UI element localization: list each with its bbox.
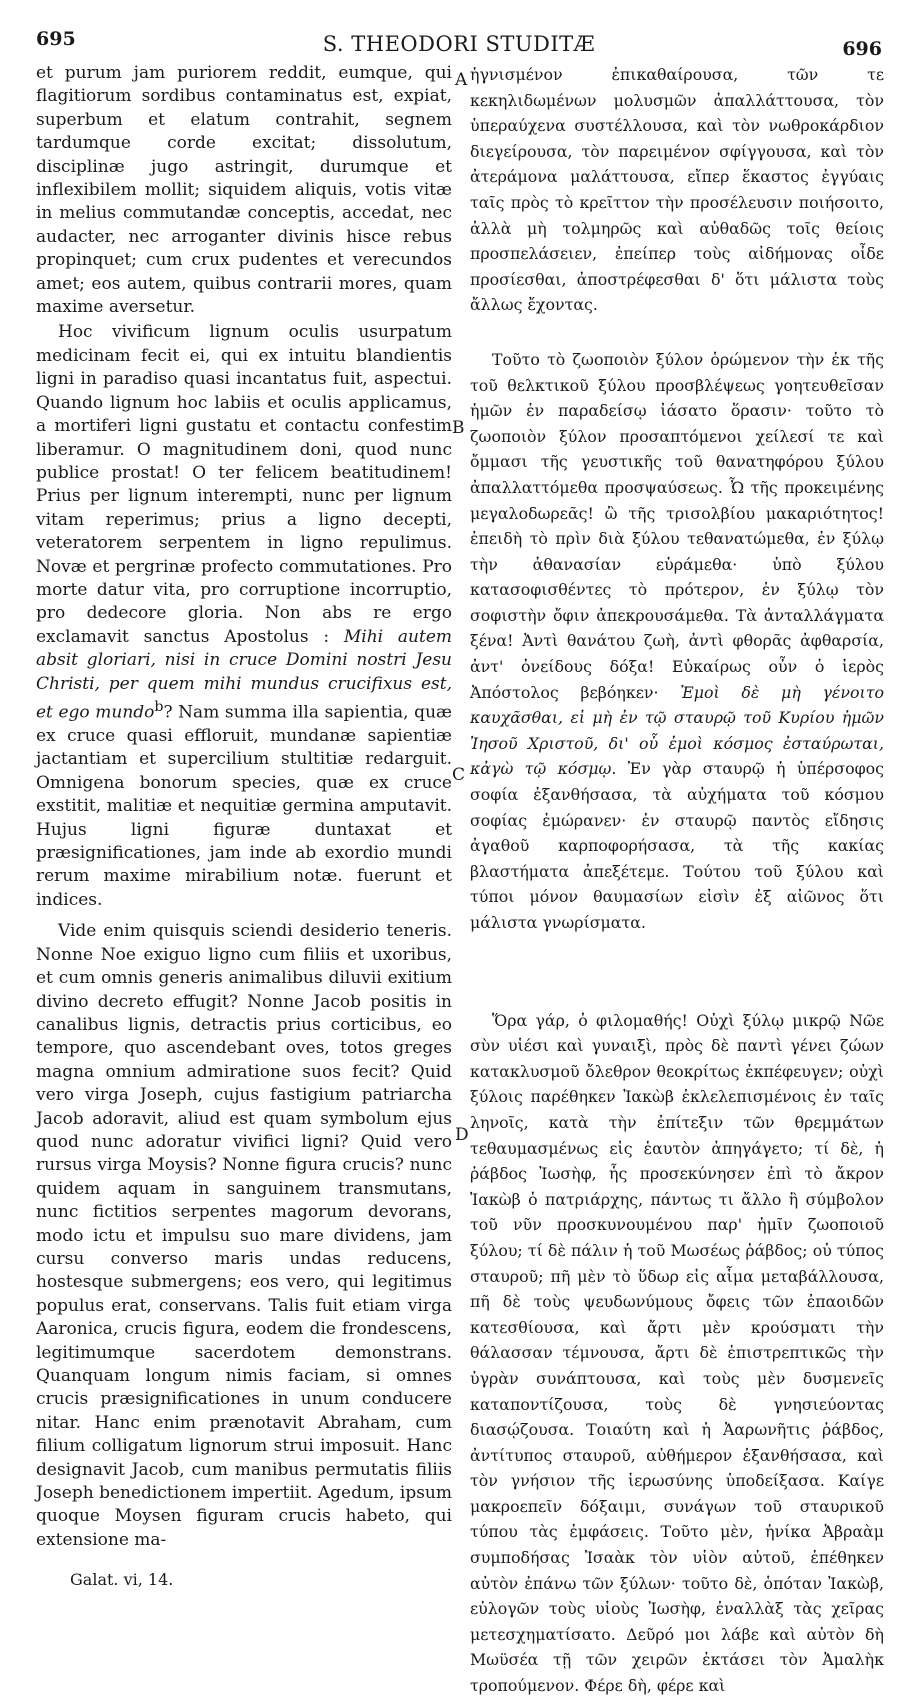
greek-paragraph-2-text-a: Τοῦτο τὸ ζωοποιὸν ξύλον ὁρώμενον τὴν ἐκ τῆς τοῦ θελκτικοῦ ξύλου προσβλέψεως γοητευθεῖσαν ἡμῶν ἐν παραδείσῳ ἰάσατο ὅρασιν· τοῦτο τὸ ζωοποιὸν ξύλον προσαπτόμενοι χείλεσί τε καὶ ὄμμασι τῆς γευστικῆς τοῦ θανατηφόρου ξύλου ἀπαλλαττόμεθα προσψαύσεως. Ὦ τῆς προκειμένης μεγαλοδωρεᾶς! ὢ τῆς τρισολβίου μακαριότητος! ἐπειδὴ τὸ πρὶν διὰ ξύλου τεθανατώμεθα, ἐν ξύλῳ τὴν ἀθανασίαν εὑράμεθα· ὑπὸ ξύλου κατασοφισθέντες τὸ πρότερον, ἐν ξύλῳ τὸν σοφιστὴν ὄφιν ἀπεκρουσάμεθα. Τὰ ἀνταλλάγματα ξένα! Ἀντὶ θανάτου ζωὴ, ἀντὶ φθορᾶς ἀφθαρσία, ἀντ' ὀνείδους δόξα! Εὐκαίρως οὖν ὁ ἱερὸς Ἀπόστολος βεβόηκεν·: [470, 349, 884, 702]
footnote-marker: b: [154, 698, 164, 715]
page-header: [0, 0, 918, 60]
page-number-left: 695: [36, 28, 76, 50]
greek-paragraph-3: Ὅρα γάρ, ὁ φιλομαθής! Οὐχὶ ξύλῳ μικρῷ Νῶε σὺν υἱέσι καὶ γυναιξὶ, πρὸς δὲ παντὶ γένει ζώων κατακλυσμοῦ ὄλεθρον θεοκρίτως ἐκπέφευγεν; οὐχὶ ξύλοις παρέθηκεν Ἰακὼβ ἐκλελεπισμένοις ἐν ταῖς ληνοῖς, κατὰ τὴν ἐπίτεξιν τῶν θρεμμάτων τεθαυμασμένως εἰς ἑαυτὸν ἀπηγάγετο; τί δὲ, ἡ ῥάβδος Ἰωσὴφ, ἧς προσεκύνησεν ἐπὶ τὸ ἄκρον Ἰακὼβ ὁ πατριάρχης, πάντως τι ἄλλο ἢ σύμβολον τοῦ νῦν προσκυνουμένου παρ' ἡμῖν ζωοποιοῦ ξύλου; τί δὲ πάλιν ἡ τοῦ Μωσέως ῥάβδος; οὐ τύπος σταυροῦ; πῆ μὲν τὸ ὕδωρ εἰς αἷμα μεταβάλλουσα, πῆ δὲ τοὺς ψευδωνύμους ὄφεις τῶν ἐπαοιδῶν κατεσθίουσα, καὶ ἄρτι μὲν κρούσματι τὴν θάλασσαν τέμνουσα, ἄρτι δὲ ἐπιστρεπτικῶς τὴν ὑγρὰν συνάπτουσα, καὶ τοὺς μὲν δυσμενεῖς καταποντίζουσα, τοὺς δὲ γνησιεύοντας διασῴζουσα. Τοιαύτη καὶ ἡ Ἀαρωνῆτις ῥάβδος, ἀντίτυπος σταυροῦ, αὐθήμερον ἐξανθήσασα, καὶ τὸν γνήσιον τῆς ἱερωσύνης ὑποδείξασα. Καίγε μακροεπεῖν δόξαιμι, συνάγων τοῦ σταυρικοῦ τύπου τὰς ἐμφάσεις. Τοῦτο μὲν, ἡνίκα Ἀβραὰμ συμποδήσας Ἰσαὰκ τὸν υἱὸν αὐτοῦ, ἐπέθηκεν αὐτὸν ἐπάνω τῶν ξύλων· τοῦτο δὲ, ὁπόταν Ἰακὼβ, εὐλογῶν τοὺς υἱοὺς Ἰωσὴφ, ἐναλλὰξ τὰς χεῖρας μετεσχηματίσατο. Δεῦρό μοι λάβε καὶ αὐτὸν δὴ Μωϋσέα τῇ τῶν χειρῶν ἐκτάσει τὸν Ἀμαλὴκ τροπούμενον. Φέρε δὴ, φέρε καὶ: [470, 1010, 884, 1696]
footnote: Galat. vi, 14.: [70, 1570, 174, 1590]
greek-paragraph-1: ἡγνισμένον ἐπικαθαίρουσα, τῶν τε κεκηλιδωμένων μολυσμῶν ἀπαλλάττουσα, τὸν ὑπεραύχενα συστέλλουσα, καὶ τὸν νωθροκάρδιον διεγείρουσα, τὸν παρειμένον σφίγγουσα, καὶ τὸν ἀτεράμονα μαλάττουσα, εἴπερ ἕκαστος ἐγγύαις ταῖς πρὸς τὸ κρεῖττον τὴν προσέλευσιν ποιήσοιτο, ἀλλὰ μὴ τολμηρῶς καὶ αὐθαδῶς τοῖς θείοις προσπελάσειεν, ἐπείπερ τοὺς αἰδήμονας οἶδε προσίεσθαι, ἀποστρέφεσθαι δ' ὅτι μάλιστα τοὺς ἄλλως ἔχοντας.: [470, 65, 884, 315]
latin-scripture-quote: Mihi autem absit gloriari, nisi in cruce Domini nostri Jesu Christi, per quem mihi mundus crucifixus est, et ego mundo: [36, 626, 453, 723]
latin-column: [36, 62, 452, 1592]
latin-paragraph-2-text-b: ? Nam summa illa sapientia, quæ ex cruce quasi effloruit, mundanæ sapientiæ jactantiam et supercilium stultitiæ redarguit. Omnigena bonorum species, quæ ex cruce exstitit, malitiæ et nequitiæ germina amputavit. Hujus ligni figuræ duntaxat et præsignificationes, jam inde ab exordio mundi rerum maxime mirabilium notæ. fuerunt et indices.: [36, 702, 452, 910]
latin-paragraph-2: [36, 321, 452, 912]
latin-paragraph-2-text-a: Hoc vivificum lignum oculis usurpatum medicinam fecit ei, qui ex intuitu blandientis ligni in paradiso quasi incantatus fuit, aspectui. Quando lignum hoc labiis et oculis applicamus, a mortiferi ligni gustatu et contactu confestim liberamur. O magnitudinem doni, quod nunc publice prostat! O ter felicem beatitudinem! Prius per lignum interempti, nunc per lignum vitam reperimus; prius a ligno decepti, veteratorem serpentem in ligno repulimus. Novæ et pergrinæ profecto commutationes. Pro morte datur vita, pro corruptione incorruptio, pro dedecore gloria. Non abs re ergo exclamavit sanctus Apostolus :: [36, 322, 452, 647]
latin-paragraph-3: Vide enim quisquis sciendi desiderio teneris. Nonne Noe exiguo ligno cum filiis et uxoribus, et cum omnis generis animalibus diluvii exitium divino decreto effugit? Nonne Jacob positis in canalibus lignis, detractis prius corticibus, eo tempore, quo ascendebant oves, totos greges magna omnium admiratione suos fecit? Quid vero virga Joseph, cujus fastigium patriarcha Jacob adoravit, aliud est quam symbolum ejus quod nunc adoratur vivifici ligni? Quid vero rursus virga Moysis? Nonne figura crucis? nunc quidem aquam in sanguinem transmutans, nunc fictitios serpentes magorum devorans, modo ictu et impulsu suo mare dividens, jam cursu converso maris undas reducens, hostesque submergens; eos vero, qui legitimus populus erat, conservans. Talis fuit etiam virga Aaronica, crucis figura, eodem die frondescens, legitimumque sacerdotem demonstrans. Quanquam longum nimis faciam, si omnes crucis præsignificationes in unum conducere nitar. Hanc enim prænotavit Abraham, cum filium colligatum lignorum strui imposuit. Hanc designavit Jacob, cum manibus permutatis filiis Joseph benedictionem impertiit. Agedum, ipsum quoque Moysen figuram crucis habeto, qui extensione ma-: [36, 921, 452, 1550]
page-number-right: 696: [842, 38, 882, 60]
margin-letter-c: C: [452, 765, 466, 785]
greek-scripture-quote: Ἐμοὶ δὲ μὴ γένοιτο καυχᾶσθαι, εἰ μὴ ἐν τῷ σταυρῷ τοῦ Κυρίου ἡμῶν Ἰησοῦ Χριστοῦ, δι' οὗ ἐμοὶ κόσμος ἐσταύρωται, κἀγὼ τῷ κόσμῳ.: [470, 682, 884, 779]
margin-letter-b: B: [452, 418, 465, 438]
margin-letter-a: A: [455, 70, 468, 90]
latin-paragraph-1: et purum jam puriorem reddit, eumque, qui flagitiorum sordibus contaminatus est, expiat, superbum et elatum contrahit, segnem tardumque corde excitat; dissolutum, disciplinæ jugo astringit, durumque et inflexibilem mollit; siquidem aliquis, votis vitæ in melius commutandæ conceptis, accedat, nec audacter, nec arroganter divinis hisce rebus propinquet; cum crux pudentes et verecundos amet; eos autem, quibus contrarii mores, quam maxime aversetur.: [36, 63, 452, 318]
greek-paragraph-2: [470, 347, 884, 936]
margin-letter-d: D: [455, 1125, 469, 1145]
greek-column: [470, 62, 884, 1699]
greek-paragraph-2-text-b: Ἐν γὰρ σταυρῷ ἡ ὑπέρσοφος σοφία ἐξανθήσασα, τὰ αὐχήματα τοῦ κόσμου σοφίας ἐμώρανεν· ἐν σταυρῷ παντὸς εἴδησις ἀγαθοῦ καρποφορήσασα, τὰ τῆς κακίας βλαστήματα ἀπεξέτεμε. Τούτου τοῦ ξύλου καὶ τύποι μόνον θαυμασίων εἰσὶν ἐξ αἰῶνος ὅτι μάλιστα γνωρίσματα.: [470, 759, 884, 932]
running-title: S. THEODORI STUDITÆ: [322, 32, 596, 56]
